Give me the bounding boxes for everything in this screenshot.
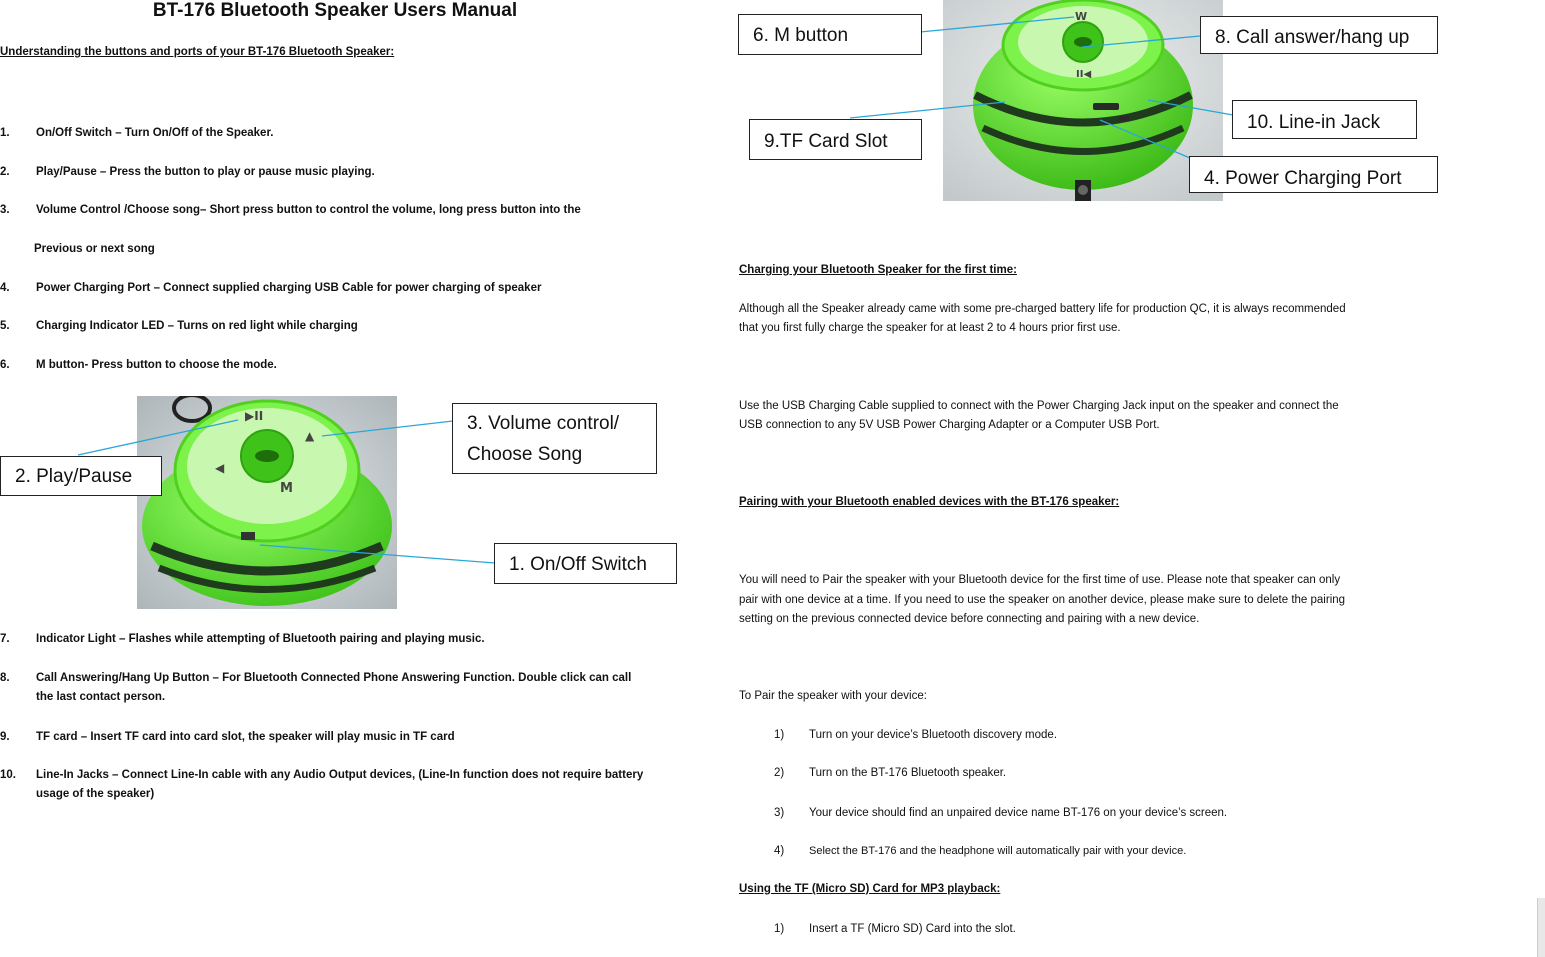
- manual-title: BT-176 Bluetooth Speaker Users Manual: [152, 0, 518, 21]
- list-item-text-cont: the last contact person.: [36, 691, 166, 703]
- charging-heading: Charging your Bluetooth Speaker for the first time:: [739, 264, 1017, 276]
- callout-call-answer: 8. Call answer/hang up: [1200, 16, 1438, 54]
- pairing-paragraph-line-3: setting on the previous connected device before connecting and pairing with a new device.: [739, 613, 1200, 625]
- callout-power-port: 4. Power Charging Port: [1189, 156, 1438, 193]
- list-item: 6.: [0, 359, 10, 371]
- list-item-text: Call Answering/Hang Up Button – For Bluetooth Connected Phone Answering Function. Double click can call: [36, 672, 632, 684]
- list-item-text-cont: usage of the speaker): [36, 788, 155, 800]
- list-item-number: 1): [774, 923, 785, 935]
- charging-paragraph-1-line-2: that you first fully charge the speaker for at least 2 to 4 hours prior first use.: [739, 322, 1121, 334]
- callout-tf-slot: 9.TF Card Slot: [749, 119, 922, 160]
- list-item-number: 2): [774, 767, 785, 779]
- tf-heading: Using the TF (Micro SD) Card for MP3 playback:: [739, 883, 1001, 895]
- list-item: 4.: [0, 282, 10, 294]
- list-item-text: Charging Indicator LED – Turns on red light while charging: [36, 320, 358, 332]
- svg-text:II◀: II◀: [1076, 69, 1092, 80]
- svg-text:◀: ◀: [215, 461, 225, 475]
- list-item-text: Line-In Jacks – Connect Line-In cable with any Audio Output devices, (Line-In function does not require battery: [36, 769, 644, 781]
- callout-onoff: 1. On/Off Switch: [494, 543, 677, 584]
- pairing-paragraph-line-1: You will need to Pair the speaker with your Bluetooth device for the first time of use. Please note that speaker can only: [739, 574, 1341, 586]
- vertical-scrollbar[interactable]: [1537, 898, 1545, 957]
- callout-volume-line2: Choose Song: [467, 444, 583, 465]
- list-item-text: Insert a TF (Micro SD) Card into the slot.: [809, 923, 1016, 935]
- pairing-paragraph-line-2: pair with one device at a time. If you need to use the speaker on another device, please make sure to delete the pairing: [739, 594, 1346, 606]
- pairing-heading: Pairing with your Bluetooth enabled devices with the BT-176 speaker:: [739, 496, 1120, 508]
- list-item-text: Volume Control /Choose song– Short press button to control the volume, long press button into the: [36, 204, 581, 216]
- section-subtitle: Understanding the buttons and ports of your BT-176 Bluetooth Speaker:: [0, 46, 395, 58]
- list-item-text: Play/Pause – Press the button to play or pause music playing.: [36, 166, 375, 178]
- list-item: 7.: [0, 633, 10, 645]
- charging-paragraph-2-line-1: Use the USB Charging Cable supplied to connect with the Power Charging Jack input on the speaker and connect the: [739, 400, 1339, 412]
- list-item-number: 1): [774, 729, 785, 741]
- list-item: 2.: [0, 166, 10, 178]
- list-item: 9.: [0, 731, 10, 743]
- list-item: 3.: [0, 204, 10, 216]
- list-item: 10.: [0, 769, 16, 781]
- charging-paragraph-1-line-1: Although all the Speaker already came with some pre-charged battery life for production QC, it is always recommended: [739, 303, 1346, 315]
- list-item-text: Indicator Light – Flashes while attempting of Bluetooth pairing and playing music.: [36, 633, 485, 645]
- left-leader-lines: [0, 0, 700, 620]
- list-item: 8.: [0, 672, 10, 684]
- list-item-text: Power Charging Port – Connect supplied charging USB Cable for power charging of speaker: [36, 282, 542, 294]
- callout-volume: [452, 403, 657, 474]
- svg-text:W: W: [1075, 10, 1088, 23]
- list-item-number: 3): [774, 807, 785, 819]
- list-item-text: Turn on the BT-176 Bluetooth speaker.: [809, 767, 1007, 779]
- list-item-text: M button- Press button to choose the mode.: [36, 359, 277, 371]
- list-item: 5.: [0, 320, 10, 332]
- charging-paragraph-2-line-2: USB connection to any 5V USB Power Charging Adapter or a Computer USB Port.: [739, 419, 1160, 431]
- callout-volume-line1: 3. Volume control/: [467, 413, 620, 434]
- svg-text:▶II: ▶II: [245, 409, 264, 423]
- svg-text:▲: ▲: [305, 429, 315, 443]
- list-item-text: TF card – Insert TF card into card slot, the speaker will play music in TF card: [36, 731, 455, 743]
- list-item-text: On/Off Switch – Turn On/Off of the Speaker.: [36, 127, 274, 139]
- list-item-text: Your device should find an unpaired device name BT-176 on your device’s screen.: [809, 807, 1228, 819]
- pair-intro: To Pair the speaker with your device:: [739, 690, 927, 702]
- list-item-text: Select the BT-176 and the headphone will automatically pair with your device.: [809, 845, 1187, 857]
- list-item: 1.: [0, 127, 10, 139]
- callout-play-pause: 2. Play/Pause: [0, 456, 162, 496]
- callout-line-in: 10. Line-in Jack: [1232, 100, 1417, 139]
- svg-text:M: M: [280, 481, 293, 496]
- list-item-text: Previous or next song: [34, 243, 155, 255]
- callout-m-button: 6. M button: [738, 14, 922, 55]
- list-item-number: 4): [774, 845, 785, 857]
- list-item-text: Turn on your device’s Bluetooth discovery mode.: [809, 729, 1058, 741]
